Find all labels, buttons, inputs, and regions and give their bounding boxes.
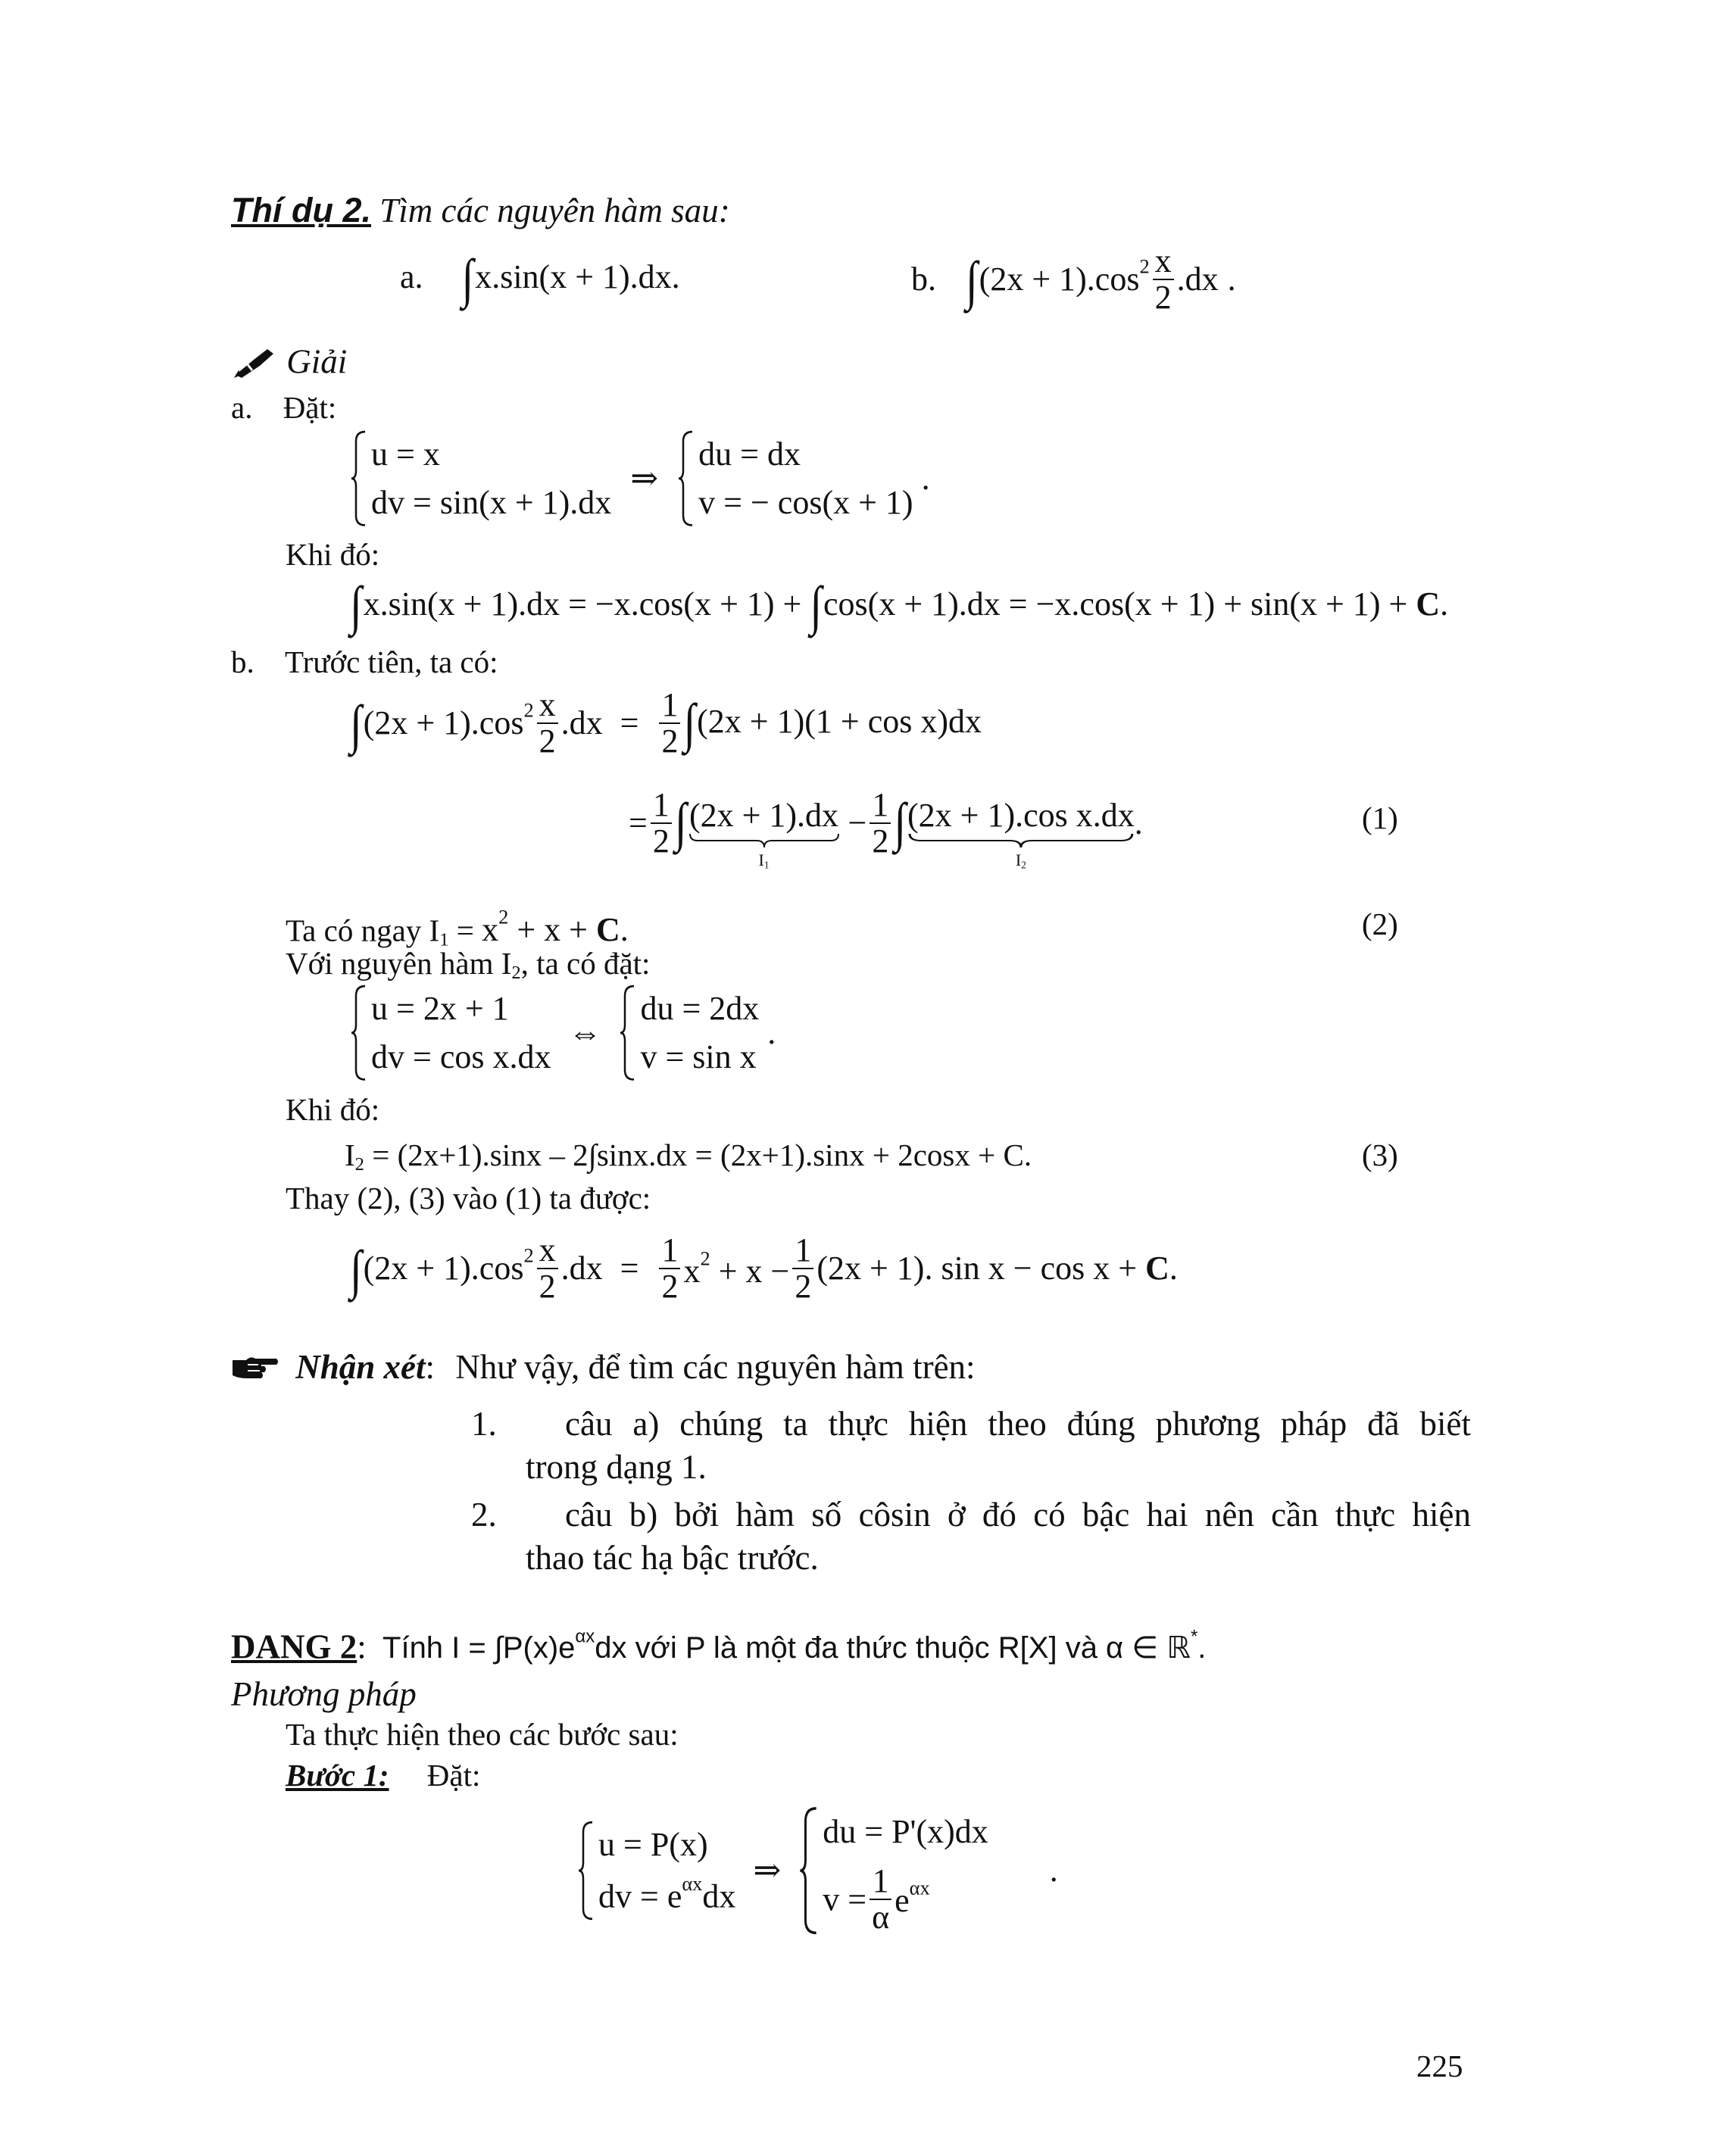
system-left: u = P(x) dv = $e^{\alpha x}dx$ [577,1821,735,1921]
dang2-heading: DANG 2: Tính $I = \int P(x)e^{\alpha x}dx$ với P là một đa thức thuộc R[X] và α ∈ ℝ*. [231,1627,1207,1666]
solution-heading: Giải [231,345,347,385]
example-title: Thí dụ 2. [231,191,371,229]
problem-a: a. ∫x.sin(x + 1).dx. [400,249,680,309]
system-right: du = P'(x)dx v = $\frac{1}{\alpha}$ $e^{\alpha x}$ [798,1806,988,1935]
part-b-line2: = $\frac{1}{2}$ ∫(2x + 1).dx $I_1$ − $\frac{1}{2}$ ∫(2x + 1).cos x.dx $I_2$ . [629,785,1143,871]
part-b-system: u = 2x + 1 dv = cos x.dx ⇔ du = 2dx v = sin x . [350,985,776,1081]
remark-item-1: 1. câu a) chúng ta thực hiện theo đúng phương pháp đã biết [471,1405,1471,1443]
example-heading: Thí dụ 2. Tìm các nguyên hàm sau: [231,191,730,229]
part-a-system: u = x dv = sin(x + 1).dx ⇒ du = dx v = − cos(x + 1) . [350,430,930,527]
step1-line: Bước 1: Đặt: [286,1758,481,1793]
example-prompt: Tìm các nguyên hàm sau [379,192,719,229]
system-left: u = 2x + 1 dv = cos x.dx [350,985,551,1081]
remark-heading: Nhận xét: Như vậy, để tìm các nguyên hàm trên: [231,1350,976,1387]
problem-b: b. $\int(2x + 1).\cos^2$ $\frac{x}{2}$ .dx . [911,242,1236,317]
i2-result: $I_2 = (2x+1).\sin x - 2\int\sin x.dx = (2x+1).\sin x + 2\cos x + C$. [345,1137,1032,1175]
part-b-intro: b. Trước tiên, ta có: [231,644,498,679]
remark-item-2-cont: thao tác hạ bậc trước. [526,1539,819,1577]
equation-number-3: (3) [1362,1137,1398,1172]
method-heading: Phương pháp [231,1675,417,1713]
system-left: u = x dv = sin(x + 1).dx [350,430,611,527]
pencil-hand-icon [231,345,278,385]
i1-line: Ta có ngay $I_1 = x^2 + x + C$. [286,906,629,950]
then-label-b: Khi đó: [286,1092,380,1127]
pointing-hand-icon [231,1353,279,1387]
page-number: 225 [1416,2049,1463,2083]
remark-item-1-cont: trong dạng 1. [526,1448,707,1486]
system-right: du = 2dx v = sin x [619,985,759,1081]
equation-number-2: (2) [1362,907,1398,941]
then-label-a: Khi đó: [286,537,380,572]
final-result: $\int(2x + 1).\cos^2$ $\frac{x}{2}$ .dx = $\frac{1}{2}$ $x^2 + x$ − $\frac{1}{2}$ (2x + 1). sin x − cos x + C. [350,1231,1178,1306]
substitute-line: Thay (2), (3) vào (1) ta được: [286,1181,651,1215]
remark-item-2: 2. câu b) bởi hàm số côsin ở đó có bậc hai nên cần thực hiện [471,1496,1471,1534]
steps-intro: Ta thực hiện theo các bước sau: [286,1717,679,1752]
part-a-set: a. Đặt: [231,390,337,425]
part-a-result: ∫x.sin(x + 1).dx = −x.cos(x + 1) + ∫cos(x + 1).dx = −x.cos(x + 1) + sin(x + 1) + C. [350,576,1449,636]
part-b-line1: $\int(2x + 1).\cos^2$ $\frac{x}{2}$ .dx = $\frac{1}{2}$ ∫(2x + 1)(1 + cos x)dx [350,686,982,760]
equation-number-1: (1) [1362,800,1398,835]
dang2-system: u = P(x) dv = $e^{\alpha x}dx$ ⇒ du = P'(x)dx v = $\frac{1}{\alpha}$ $e^{\alpha x}$ . [577,1806,1058,1935]
system-right: du = dx v = − cos(x + 1) [677,430,913,527]
i2-intro: Với nguyên hàm $I_2$, ta có đặt: [286,946,651,984]
